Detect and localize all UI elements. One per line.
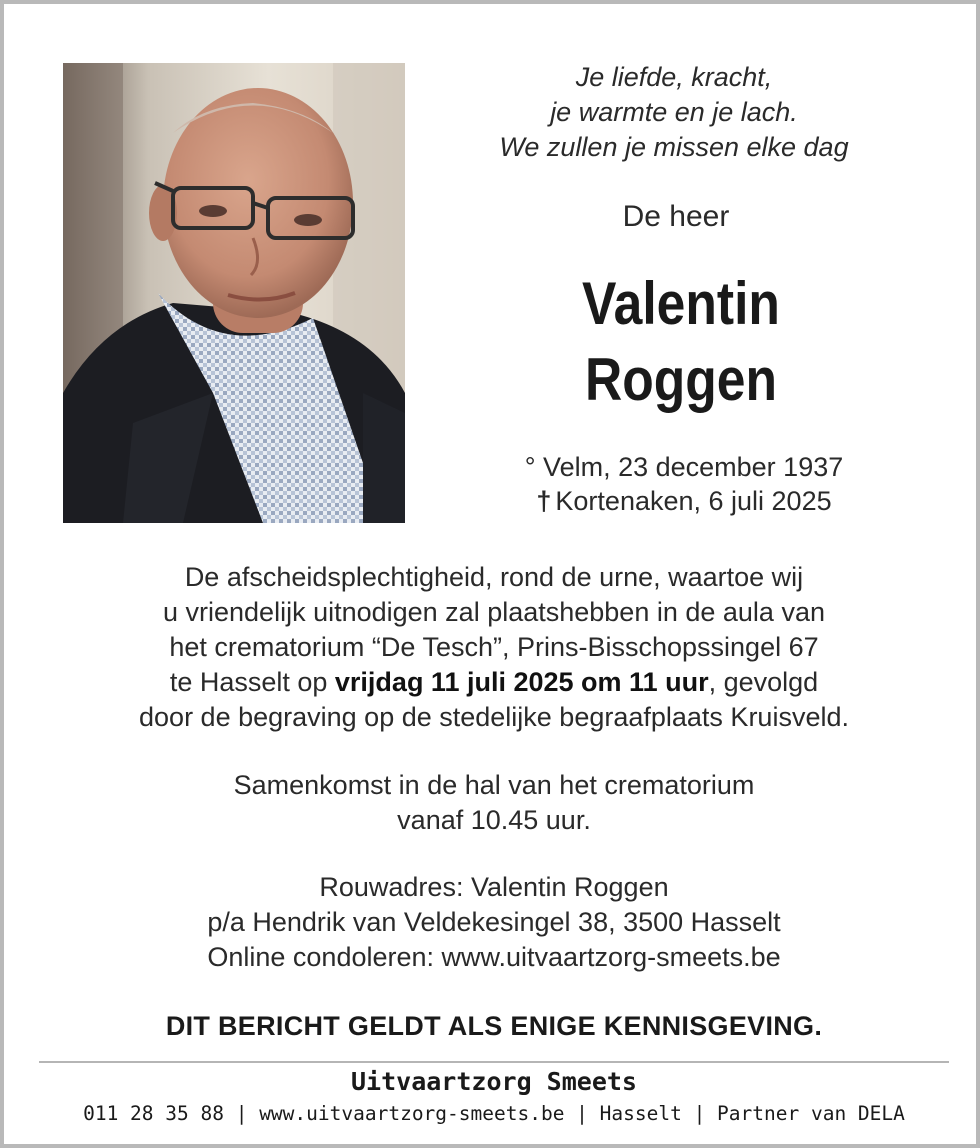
deceased-name [469,266,894,418]
ceremony-datetime: vrijdag 11 juli 2025 om 11 uur [334,667,709,697]
ceremony-text: te Hasselt op [169,667,335,697]
poem-line: Je liefde, kracht, [575,62,773,92]
condolence-link[interactable]: Online condoleren: www.uitvaartzorg-smeets.be [207,942,781,972]
address-line: p/a Hendrik van Veldekesingel 38, 3500 Hasselt [207,907,781,937]
gathering-line: vanaf 10.45 uur. [397,805,591,835]
gathering-line: Samenkomst in de hal van het crematorium [233,770,755,800]
company-contact[interactable]: 011 28 35 88 | www.uitvaartzorg-smeets.be | Hasselt | Partner van DELA [83,1102,905,1125]
death-text: Kortenaken, 6 juli 2025 [555,486,832,516]
first-name: Valentin [582,270,780,337]
ceremony-line: door de begraving op de stedelijke begraafplaats Kruisveld. [139,702,849,732]
birth-line: ° Velm, 23 december 1937 [524,452,844,482]
portrait-photo [63,63,405,523]
company-name: Uitvaartzorg Smeets [351,1067,637,1096]
life-dates [434,450,934,518]
ceremony-line [44,665,944,700]
cross-icon: † [536,486,552,516]
poem-line: je warmte en je lach. [550,97,798,127]
poem-line: We zullen je missen elke dag [499,132,849,162]
ceremony-line: het crematorium “De Tesch”, Prins-Bisschopssingel 67 [169,632,819,662]
address-line: Rouwadres: Valentin Roggen [319,872,669,902]
mourning-address [44,870,944,975]
ceremony-line: De afscheidsplechtigheid, rond de urne, waartoe wij [184,562,804,592]
memorial-poem [434,60,914,165]
footer-divider [39,1061,949,1063]
honorific: De heer [622,200,730,233]
notice-statement: DIT BERICHT GELDT ALS ENIGE KENNISGEVING. [165,1011,823,1041]
last-name: Roggen [584,346,778,413]
ceremony-line: u vriendelijk uitnodigen zal plaatshebben in de aula van [163,597,825,627]
gathering-details [44,768,944,838]
ceremony-text: , gevolgd [708,667,819,697]
death-line [434,484,934,518]
ceremony-details [44,560,944,735]
